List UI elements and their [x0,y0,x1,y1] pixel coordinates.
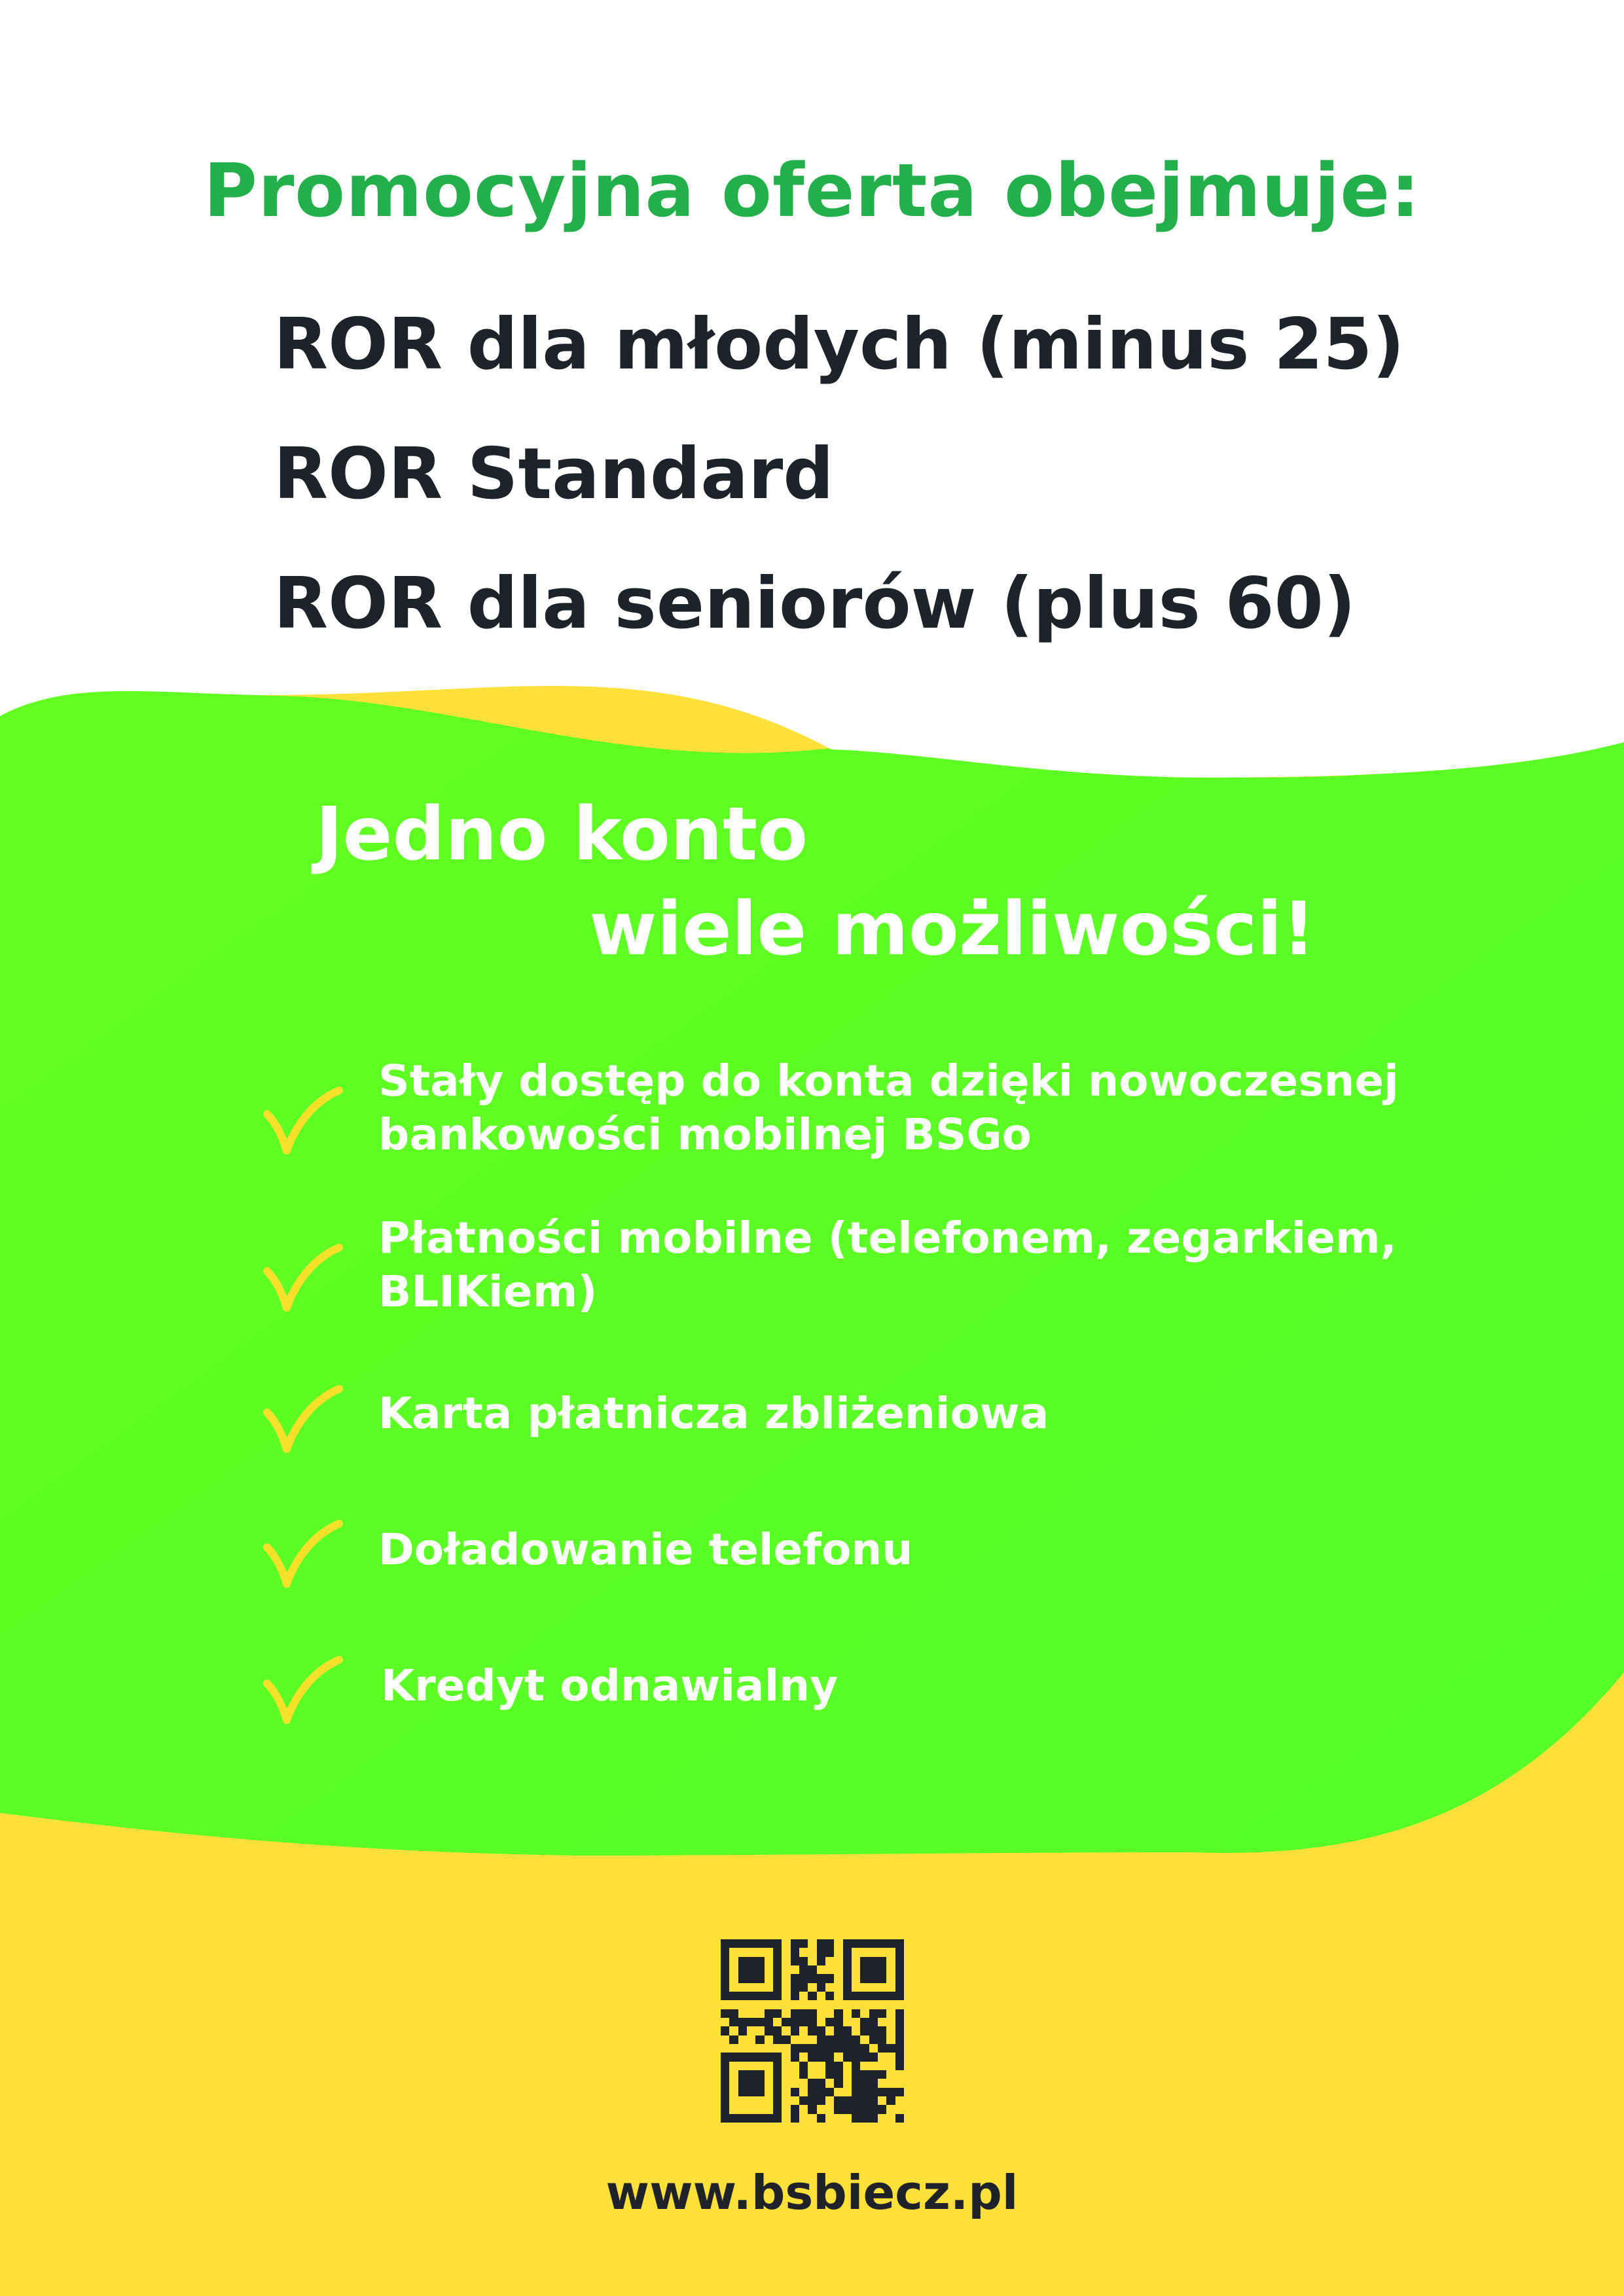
checkmark-icon [262,1518,347,1590]
feature-text-line: Płatności mobilne (telefonem, zegarkiem, [378,1213,1397,1263]
offer-item-young: ROR dla młodych (minus 25) [274,304,1405,386]
page-title: Promocyjna oferta obejmuje: [203,149,1421,234]
feature-text-line: bankowości mobilnej BSGo [378,1109,1032,1160]
website-link[interactable]: www.bsbiecz.pl [605,2165,1019,2220]
checkmark-icon [262,1384,347,1456]
feature-text-line: Kredyt odnawialny [381,1660,839,1711]
feature-text-line: BLIKiem) [378,1266,598,1317]
checkmark-icon [262,1085,347,1157]
slogan-line-1: Jedno konto [316,792,808,877]
qr-code-icon[interactable] [721,1939,904,2123]
offer-item-seniors: ROR dla seniorów (plus 60) [274,563,1356,645]
feature-text-line: Karta płatnicza zbliżeniowa [378,1388,1049,1439]
offer-item-standard: ROR Standard [274,433,834,515]
checkmark-icon [262,1655,347,1727]
offer-list [274,280,1405,669]
checkmark-icon [262,1242,347,1314]
feature-text-line: Stały dostęp do konta dzięki nowoczesnej [378,1056,1399,1106]
slogan-line-2: wiele możliwości! [589,887,1316,972]
feature-text-line: Doładowanie telefonu [378,1524,913,1575]
